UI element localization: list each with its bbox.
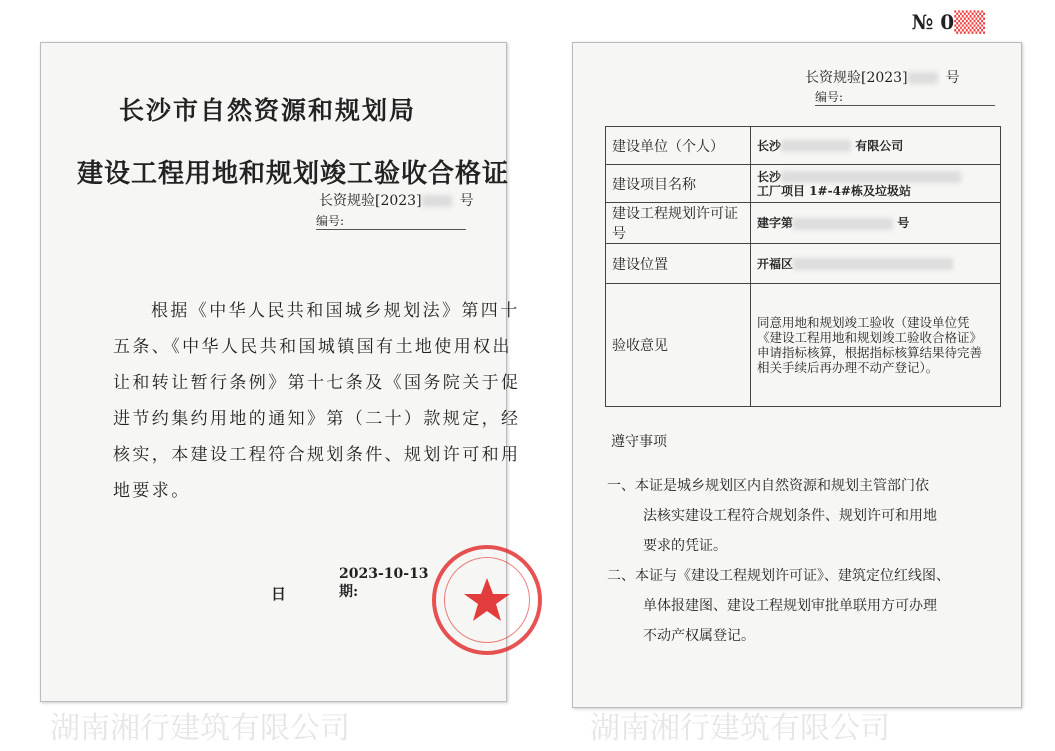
value-part: 有限公司 bbox=[855, 138, 904, 153]
value-part: 长沙 bbox=[757, 138, 782, 153]
certificate-number bbox=[319, 193, 474, 209]
table-row bbox=[606, 284, 1001, 407]
number-suffix: 号 bbox=[945, 70, 960, 86]
watermark: 湖南湘行建筑有限公司 bbox=[590, 711, 890, 746]
note-line: 要求的凭证。 bbox=[643, 538, 727, 554]
number-prefix: 长资规验[2023] bbox=[805, 70, 908, 86]
certificate-number bbox=[805, 70, 960, 86]
date-label-2: 期: bbox=[339, 584, 359, 600]
row-label: 建设单位（个人） bbox=[606, 127, 751, 165]
star-icon bbox=[463, 576, 511, 624]
body-line: 核实，本建设工程符合规划条件、规划许可和用 bbox=[113, 445, 521, 465]
body-line: 地要求。 bbox=[113, 481, 191, 501]
number-prefix: 长资规验[2023] bbox=[319, 193, 422, 209]
issuing-authority: 长沙市自然资源和规划局 bbox=[119, 96, 417, 125]
row-value bbox=[751, 127, 1001, 165]
row-value bbox=[751, 165, 1001, 203]
number-label: 编号: bbox=[815, 90, 995, 106]
table-row bbox=[606, 127, 1001, 165]
official-seal bbox=[432, 545, 542, 655]
body-line: 根据《中华人民共和国城乡规划法》第四十 bbox=[151, 301, 520, 321]
serial-number bbox=[912, 10, 985, 34]
note-line: 一、本证是城乡规划区内自然资源和规划主管部门依 bbox=[607, 478, 929, 494]
watermark: 湖南湘行建筑有限公司 bbox=[50, 711, 350, 746]
notes-list bbox=[607, 471, 950, 651]
row-value bbox=[751, 284, 1001, 407]
serial-redacted: ▒▒ bbox=[954, 10, 985, 34]
certificate-body bbox=[113, 293, 520, 509]
value-part: 同意用地和规划竣工验收（建设单位凭《建设工程用地和规划竣工验收合格证》申请指标核算，根据指标核算结果待完善相关手续后再办理不动产登记）。 bbox=[757, 315, 983, 375]
note-line: 二、本证与《建设工程规划许可证》、建筑定位红线图、 bbox=[607, 568, 950, 584]
certificate-back-page bbox=[572, 42, 1022, 708]
value-part: 长沙 bbox=[757, 169, 782, 184]
row-label: 建设工程规划许可证号 bbox=[606, 203, 751, 244]
table-row bbox=[606, 244, 1001, 284]
certificate-title: 建设工程用地和规划竣工验收合格证 bbox=[77, 159, 510, 189]
value-part: 开福区 bbox=[757, 256, 794, 271]
note-line: 法核实建设工程符合规划条件、规划许可和用地 bbox=[643, 508, 937, 524]
serial-label: № 0 bbox=[911, 10, 955, 34]
body-line: 五条、《中华人民共和国城镇国有土地使用权出 bbox=[113, 337, 512, 357]
number-label: 编号: bbox=[316, 214, 466, 230]
row-label: 建设位置 bbox=[606, 244, 751, 284]
value-part: 号 bbox=[897, 216, 910, 230]
row-label: 验收意见 bbox=[606, 284, 751, 407]
value-part: 建字第 bbox=[757, 216, 794, 230]
note-line: 单体报建图、建设工程规划审批单联用方可办理 bbox=[643, 598, 937, 614]
row-value bbox=[751, 244, 1001, 284]
row-label: 建设项目名称 bbox=[606, 165, 751, 203]
table-row bbox=[606, 203, 1001, 244]
value-part: 工厂项目 1#-4#栋及垃圾站 bbox=[757, 183, 911, 198]
body-line: 进节约集约用地的通知》第（二十）款规定，经 bbox=[113, 409, 521, 429]
body-line: 让和转让暂行条例》第十七条及《国务院关于促 bbox=[113, 373, 521, 393]
number-suffix: 号 bbox=[459, 193, 474, 209]
row-value bbox=[751, 203, 1001, 244]
notes-title: 遵守事项 bbox=[611, 434, 667, 450]
note-line: 不动产权属登记。 bbox=[643, 628, 755, 644]
issue-date: 2023-10-13 bbox=[339, 566, 429, 582]
table-row bbox=[606, 165, 1001, 203]
date-label-1: 日 bbox=[271, 585, 287, 603]
project-info-table bbox=[605, 126, 1001, 407]
